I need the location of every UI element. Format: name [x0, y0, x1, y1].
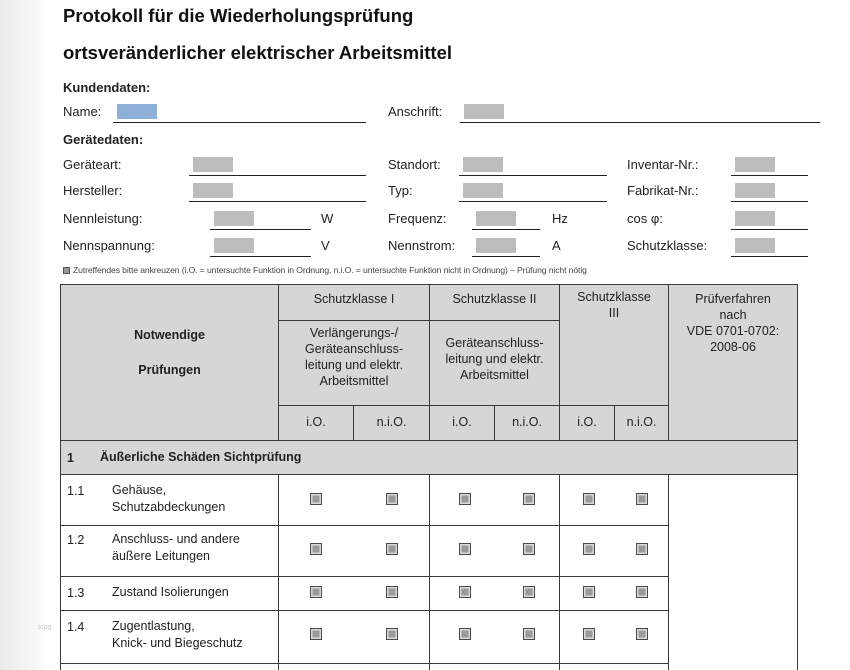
checkbox-legend-icon — [63, 267, 70, 274]
device-type-label: Geräteart: — [63, 157, 122, 172]
name-field[interactable] — [117, 104, 157, 119]
sk2-nio-label: n.i.O. — [512, 415, 542, 429]
location-field[interactable] — [463, 157, 503, 172]
rated-voltage-label: Nennspannung: — [63, 238, 155, 253]
sk1-sub-line2: Geräteanschluss- — [305, 342, 403, 356]
row-1-2-sk2-cell — [429, 525, 560, 577]
sk2-sub-line1: Geräteanschluss- — [445, 336, 544, 350]
row-1-2-sk1-io-checkbox[interactable] — [310, 543, 322, 555]
sk1-io-label: i.O. — [306, 415, 326, 429]
row-1-1-sk3-cell — [559, 474, 669, 526]
type-label: Typ: — [388, 183, 413, 198]
title-line-2: ortsveränderlicher elektrischer Arbeitsmittel — [63, 42, 453, 63]
row-1-2-sk2-nio-checkbox[interactable] — [523, 543, 535, 555]
section-1-number: 1 — [67, 451, 74, 465]
required-tests-header-line2: Prüfungen — [138, 363, 201, 377]
row-1-4-sk2-nio-checkbox[interactable] — [523, 628, 535, 640]
name-label: Name: — [63, 104, 102, 119]
rated-power-underline — [210, 229, 311, 230]
sk3-nio-label: n.i.O. — [626, 415, 657, 429]
row-1-3-number: 1.3 — [67, 586, 85, 600]
row-1-2-sk3-nio-checkbox[interactable] — [636, 543, 648, 555]
address-label: Anschrift: — [388, 104, 443, 119]
row-1-4-sk1-io-checkbox[interactable] — [310, 628, 322, 640]
sk1-nio-label: n.i.O. — [376, 415, 407, 429]
address-underline — [460, 122, 820, 123]
row-1-1-sk1-io-checkbox[interactable] — [310, 493, 322, 505]
customer-heading: Kundendaten: — [63, 80, 151, 95]
row-1-3-line1: Zustand Isolierungen — [112, 585, 229, 599]
sk2-io-label: i.O. — [452, 415, 472, 429]
section-1-title: Äußerliche Schäden Sichtprüfung — [100, 450, 302, 464]
cos-phi-label: cos φ: — [627, 211, 663, 226]
manufacturer-field[interactable] — [193, 183, 233, 198]
row-1-2-line2: äußere Leitungen — [112, 549, 210, 563]
row-1-3-sk2-nio-checkbox[interactable] — [523, 586, 535, 598]
rated-voltage-unit: V — [321, 238, 330, 253]
instruction-note — [63, 265, 587, 275]
row-1-1-sk2-io-checkbox[interactable] — [459, 493, 471, 505]
location-label: Standort: — [388, 157, 441, 172]
rated-current-underline — [472, 256, 540, 257]
frequency-unit: Hz — [552, 211, 568, 226]
rated-power-unit: W — [321, 211, 334, 226]
row-next-sk2-cell — [429, 663, 560, 670]
inventory-underline — [731, 175, 808, 176]
row-1-4-sk3-nio-checkbox[interactable] — [636, 628, 648, 640]
row-1-3-sk1-cell — [278, 576, 430, 611]
manufacturer-label: Hersteller: — [63, 183, 123, 198]
serial-label: Fabrikat-Nr.: — [627, 183, 699, 198]
row-1-4-sk1-nio-checkbox[interactable] — [386, 628, 398, 640]
sk3-io-label: i.O. — [577, 415, 597, 429]
cos-phi-underline — [731, 229, 808, 230]
sk1-sub-line4: Arbeitsmittel — [319, 374, 389, 388]
row-1-3-sk3-cell — [559, 576, 669, 611]
frequency-field[interactable] — [476, 211, 516, 226]
row-1-1-line1: Gehäuse, — [112, 483, 167, 497]
row-1-4-sk2-cell — [429, 610, 560, 664]
device-type-field[interactable] — [193, 157, 233, 172]
type-field[interactable] — [463, 183, 503, 198]
rated-power-label: Nennleistung: — [63, 211, 143, 226]
row-1-2-sk1-cell — [278, 525, 430, 577]
row-1-4-sk3-io-checkbox[interactable] — [583, 628, 595, 640]
serial-field[interactable] — [735, 183, 775, 198]
row-1-2-number: 1.2 — [67, 533, 85, 547]
protection-class-field[interactable] — [735, 238, 775, 253]
location-underline — [459, 175, 607, 176]
row-1-2-sk3-cell — [559, 525, 669, 577]
required-tests-header-line1: Notwendige — [134, 328, 205, 342]
row-1-2-line1: Anschluss- und andere — [112, 532, 240, 546]
row-next-sk1-cell — [278, 663, 430, 670]
watermark: tcpg — [38, 624, 52, 631]
row-1-3-sk3-nio-checkbox[interactable] — [636, 586, 648, 598]
row-1-2-sk3-io-checkbox[interactable] — [583, 543, 595, 555]
row-1-4-sk1-cell — [278, 610, 430, 664]
row-next-sk3-cell — [559, 663, 669, 670]
instruction-note-text: Zutreffendes bitte ankreuzen (i.O. = untersuchte Funktion in Ordnung, n.i.O. = untersuchte Funktion nicht in Ordnung) – Prüfung nicht nötig — [73, 265, 587, 275]
procedure-body-cell — [668, 474, 798, 670]
frequency-label: Frequenz: — [388, 211, 447, 226]
row-1-3-sk2-io-checkbox[interactable] — [459, 586, 471, 598]
protection-class-underline — [731, 256, 808, 257]
sk2-sub-line3: Arbeitsmittel — [460, 368, 529, 382]
sk3-title-line2: III — [608, 306, 620, 320]
procedure-line2: nach — [719, 308, 747, 322]
row-1-1-sk3-io-checkbox[interactable] — [583, 493, 595, 505]
rated-power-field[interactable] — [214, 211, 254, 226]
sk1-title: Schutzklasse I — [313, 292, 395, 306]
row-1-1-sk3-nio-checkbox[interactable] — [636, 493, 648, 505]
page-shadow — [0, 0, 48, 670]
title-line-1: Protokoll für die Wiederholungsprüfung — [63, 5, 414, 26]
row-1-3-sk1-io-checkbox[interactable] — [310, 586, 322, 598]
row-1-4-sk2-io-checkbox[interactable] — [459, 628, 471, 640]
row-1-1-sk1-cell — [278, 474, 430, 526]
row-1-4-number: 1.4 — [67, 620, 85, 634]
rated-current-field[interactable] — [476, 238, 516, 253]
row-1-1-line2: Schutzabdeckungen — [112, 500, 226, 514]
sk1-sub-line3: leitung und elektr. — [305, 358, 403, 372]
row-1-3-sk3-io-checkbox[interactable] — [583, 586, 595, 598]
procedure-line4: 2008-06 — [710, 340, 756, 354]
rated-voltage-field[interactable] — [214, 238, 254, 253]
device-heading: Gerätedaten: — [63, 132, 144, 147]
rated-current-label: Nennstrom: — [388, 238, 456, 253]
row-1-3-sk1-nio-checkbox[interactable] — [386, 586, 398, 598]
device-type-underline — [189, 175, 366, 176]
row-1-2-sk1-nio-checkbox[interactable] — [386, 543, 398, 555]
row-1-4-sk3-cell — [559, 610, 669, 664]
cos-phi-field[interactable] — [735, 211, 775, 226]
rated-current-unit: A — [552, 238, 561, 253]
row-next-label-cell — [60, 663, 279, 670]
sk2-title: Schutzklasse II — [452, 292, 537, 306]
type-underline — [459, 201, 607, 202]
frequency-underline — [472, 229, 540, 230]
sk3-title-line1: Schutzklasse — [577, 290, 651, 304]
address-field[interactable] — [464, 104, 504, 119]
row-1-1-number: 1.1 — [67, 484, 85, 498]
serial-underline — [731, 201, 808, 202]
row-1-4-line2: Knick- und Biegeschutz — [112, 636, 243, 650]
row-1-1-sk2-nio-checkbox[interactable] — [523, 493, 535, 505]
name-underline — [113, 122, 366, 123]
row-1-3-sk2-cell — [429, 576, 560, 611]
inventory-label: Inventar-Nr.: — [627, 157, 699, 172]
row-1-1-sk2-cell — [429, 474, 560, 526]
sk2-sub-line2: leitung und elektr. — [445, 352, 544, 366]
rated-voltage-underline — [210, 256, 311, 257]
row-1-1-sk1-nio-checkbox[interactable] — [386, 493, 398, 505]
sk1-sub-line1: Verlängerungs-/ — [309, 326, 399, 340]
procedure-line3: VDE 0701-0702: — [686, 324, 780, 338]
protection-class-label: Schutzklasse: — [627, 238, 708, 253]
row-1-2-sk2-io-checkbox[interactable] — [459, 543, 471, 555]
row-1-4-line1: Zugentlastung, — [112, 619, 195, 633]
manufacturer-underline — [189, 201, 366, 202]
procedure-line1: Prüfverfahren — [695, 292, 771, 306]
inventory-field[interactable] — [735, 157, 775, 172]
